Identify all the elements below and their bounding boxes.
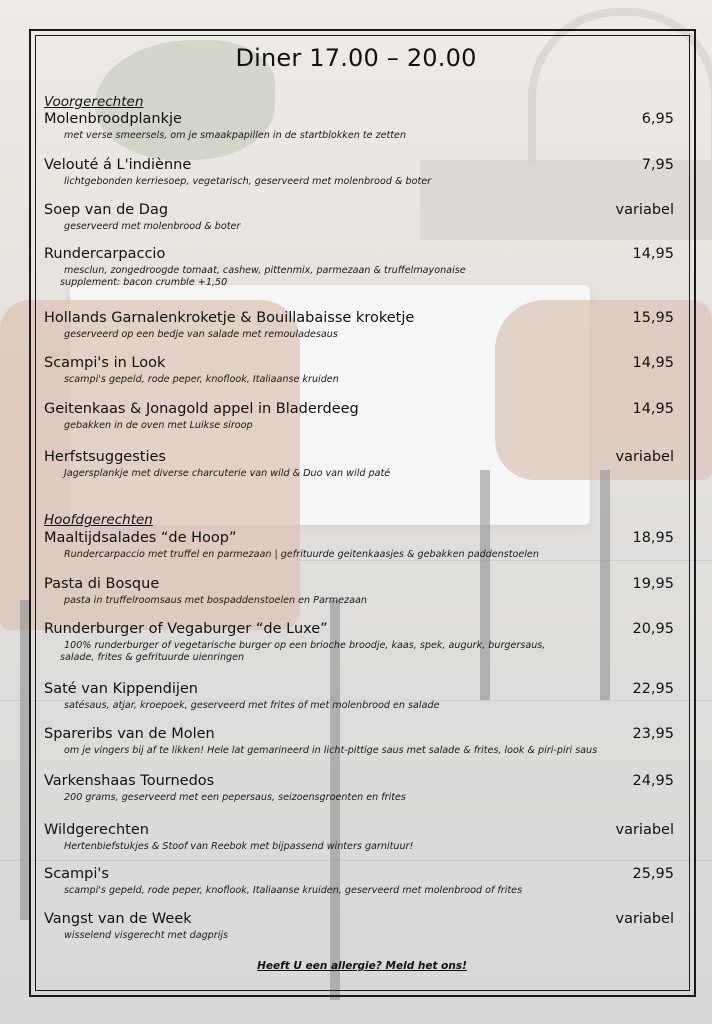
item-price: 23,95 <box>632 726 674 742</box>
item-description: gebakken in de oven met Luikse siroop <box>64 420 253 431</box>
item-description: geserveerd op een bedje van salade met remouladesaus <box>64 329 338 340</box>
item-name: Herfstsuggesties <box>44 449 166 465</box>
item-description: 200 grams, geserveerd met een pepersaus, seizoensgroenten en frites <box>64 792 406 803</box>
item-name: Scampi's <box>44 866 109 882</box>
item-price: variabel <box>615 911 674 927</box>
item-price: 7,95 <box>641 157 674 173</box>
item-price: 22,95 <box>632 681 674 697</box>
item-description: geserveerd met molenbrood & boter <box>64 221 241 232</box>
item-price: variabel <box>615 202 674 218</box>
item-description: pasta in truffelroomsaus met bospaddenstoelen en Parmezaan <box>64 595 367 606</box>
item-name: Velouté á L'indiènne <box>44 157 192 173</box>
item-price: 19,95 <box>632 576 674 592</box>
item-name: Vangst van de Week <box>44 911 192 927</box>
item-name: Rundercarpaccio <box>44 246 166 262</box>
item-name: Wildgerechten <box>44 822 149 838</box>
item-price: 14,95 <box>632 355 674 371</box>
section-heading-starters: Voorgerechten <box>44 94 144 110</box>
item-name: Pasta di Bosque <box>44 576 160 592</box>
item-price: variabel <box>615 449 674 465</box>
item-price: 18,95 <box>632 530 674 546</box>
item-description: lichtgebonden kerriesoep, vegetarisch, geserveerd met molenbrood & boter <box>64 176 432 187</box>
item-name: Spareribs van de Molen <box>44 726 215 742</box>
item-description: scampi's gepeld, rode peper, knoflook, Italiaanse kruiden <box>64 374 339 385</box>
item-name: Geitenkaas & Jonagold appel in Bladerdeeg <box>44 401 359 417</box>
item-price: 15,95 <box>632 310 674 326</box>
item-description-extra: salade, frites & gefrituurde uienringen <box>60 652 245 663</box>
item-description: scampi's gepeld, rode peper, knoflook, Italiaanse kruiden, geserveerd met molenbrood of frites <box>64 885 523 896</box>
item-description: Jagersplankje met diverse charcuterie van wild & Duo van wild paté <box>64 468 391 479</box>
item-description: met verse smeersels, om je smaakpapillen in de startblokken te zetten <box>64 130 407 141</box>
item-price: 25,95 <box>632 866 674 882</box>
item-name: Hollands Garnalenkroketje & Bouillabaisse kroketje <box>44 310 415 326</box>
item-name: Saté van Kippendijen <box>44 681 198 697</box>
menu-title: Diner 17.00 – 20.00 <box>235 44 477 72</box>
item-price: 14,95 <box>632 401 674 417</box>
item-price: 20,95 <box>632 621 674 637</box>
item-description: om je vingers bij af te likken! Hele lat gemarineerd in licht-pittige saus met salade & frites, look & piri-piri saus <box>64 745 598 756</box>
item-name: Varkenshaas Tournedos <box>44 773 215 789</box>
item-description: Rundercarpaccio met truffel en parmezaan | gefrituurde geitenkaasjes & gebakken paddenstoelen <box>64 549 539 560</box>
item-description: Hertenbiefstukjes & Stoof van Reebok met bijpassend winters garnituur! <box>64 841 414 852</box>
item-name: Soep van de Dag <box>44 202 169 218</box>
item-name: Molenbroodplankje <box>44 111 182 127</box>
item-price: 14,95 <box>632 246 674 262</box>
item-price: 24,95 <box>632 773 674 789</box>
allergy-notice: Heeft U een allergie? Meld het ons! <box>257 960 467 972</box>
item-description-extra: supplement: bacon crumble +1,50 <box>60 277 228 288</box>
item-name: Runderburger of Vegaburger “de Luxe” <box>44 621 328 637</box>
item-description: wisselend visgerecht met dagprijs <box>64 930 229 941</box>
item-description: satésaus, atjar, kroepoek, geserveerd met frites of met molenbrood en salade <box>64 700 440 711</box>
item-name: Maaltijdsalades “de Hoop” <box>44 530 237 546</box>
item-price: variabel <box>615 822 674 838</box>
item-name: Scampi's in Look <box>44 355 166 371</box>
section-heading-mains: Hoofdgerechten <box>44 512 153 528</box>
item-description: mesclun, zongedroogde tomaat, cashew, pittenmix, parmezaan & truffelmayonaise <box>64 265 466 276</box>
item-price: 6,95 <box>641 111 674 127</box>
item-description: 100% runderburger of vegetarische burger op een brioche broodje, kaas, spek, augurk, burgersaus, <box>64 640 546 651</box>
